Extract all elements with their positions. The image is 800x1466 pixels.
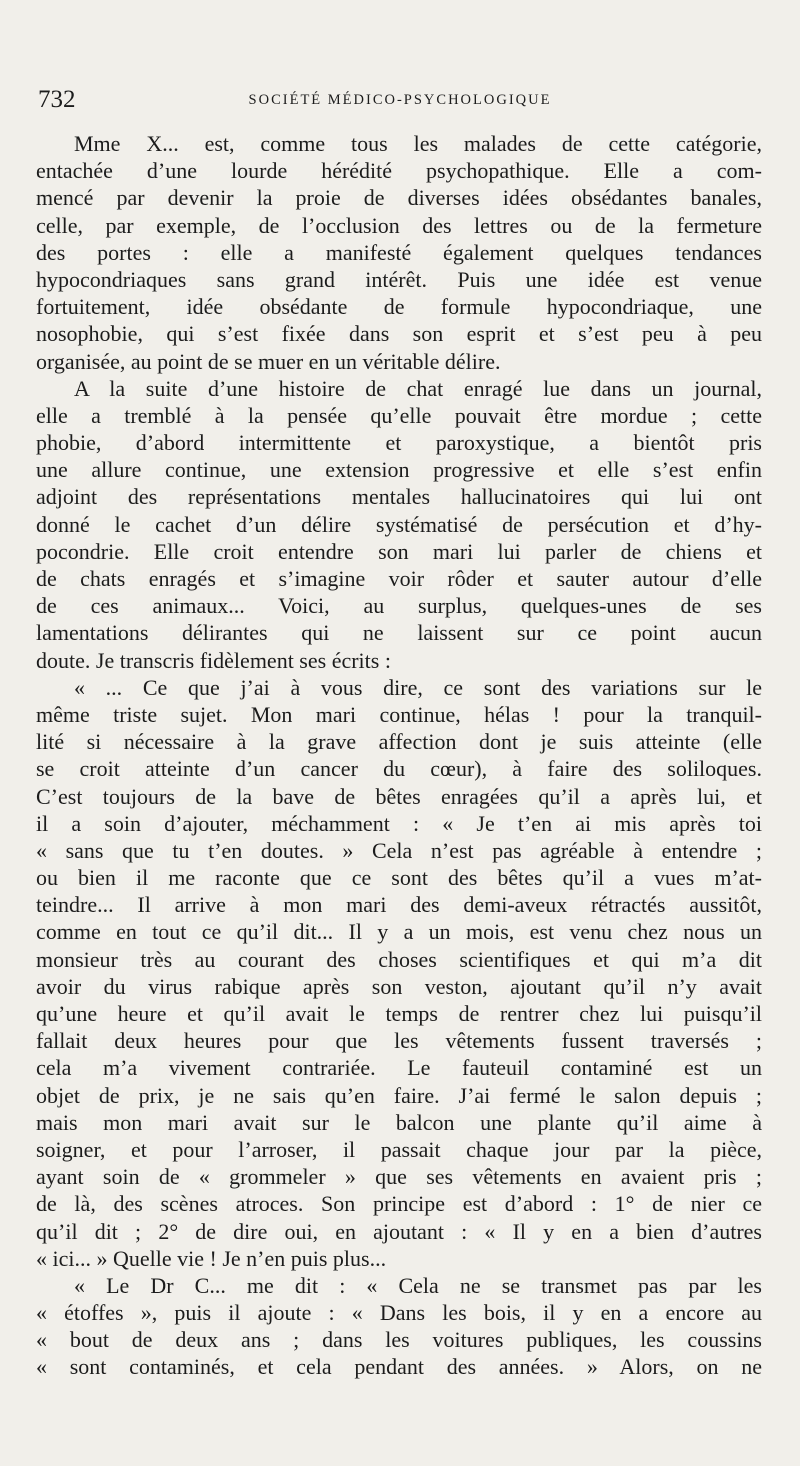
running-head: SOCIÉTÉ MÉDICO-PSYCHOLOGIQUE (248, 92, 552, 108)
text-line: doute. Je transcris fidèlement ses écrits : (36, 647, 391, 673)
text-line: « ... Ce que j’ai à vous dire, ce sont des variations sur le (74, 674, 762, 700)
text-line: comme en tout ce qu’il dit... Il y a un mois, est venu chez nous un (36, 919, 762, 945)
text-line: donné le cachet d’un délire systématisé de persécution et d’hy- (36, 511, 762, 537)
text-line: de chats enragés et s’imagine voir rôder et sauter autour d’elle (36, 566, 762, 591)
text-line: lité si nécessaire à la grave affection dont je suis atteinte (elle (36, 729, 762, 755)
text-line: soigner, et pour l’arroser, il passait chaque jour par la pièce, (36, 1136, 762, 1162)
text-line: ayant soin de « grommeler » que ses vêtements en avaient pris ; (36, 1164, 762, 1190)
text-line: A la suite d’une histoire de chat enragé lue dans un journal, (74, 375, 762, 401)
text-line: phobie, d’abord intermittente et paroxystique, a bientôt pris (36, 430, 762, 456)
text-line: « Le Dr C... me dit : « Cela ne se transmet pas par les (74, 1272, 762, 1298)
text-line: lamentations délirantes qui ne laissent sur ce point aucun (36, 620, 762, 646)
text-line: teindre... Il arrive à mon mari des demi-aveux rétractés aussitôt, (36, 892, 762, 918)
text-line: avoir du virus rabique après son veston, ajoutant qu’il n’y avait (36, 973, 762, 999)
text-line: C’est toujours de la bave de bêtes enragées qu’il a après lui, et (36, 783, 762, 809)
text-line: même triste sujet. Mon mari continue, hélas ! pour la tranquil- (36, 701, 762, 727)
text-line: fallait deux heures pour que les vêtements fussent traversés ; (36, 1028, 762, 1054)
page-header (38, 86, 762, 126)
text-line: « bout de deux ans ; dans les voitures publiques, les coussins (36, 1327, 762, 1353)
text-line: objet de prix, je ne sais qu’en faire. J’ai fermé le salon depuis ; (36, 1082, 762, 1108)
text-line: adjoint des représentations mentales hallucinatoires qui lui ont (36, 484, 762, 510)
body-text (36, 130, 762, 1381)
text-line: Mme X... est, comme tous les malades de cette catégorie, (74, 131, 762, 156)
text-line: de ces animaux... Voici, au surplus, quelques-unes de ses (36, 593, 762, 619)
text-line: « ici... » Quelle vie ! Je n’en puis plus... (36, 1245, 387, 1271)
text-line: entachée d’une lourde hérédité psychopathique. Elle a com- (36, 158, 762, 184)
text-line: ou bien il me raconte que ce sont des bêtes qu’il a vues m’at- (36, 865, 762, 891)
text-line: organisée, au point de se muer en un véritable délire. (36, 348, 501, 374)
text-line: fortuitement, idée obsédante de formule hypocondriaque, une (36, 294, 762, 320)
text-line: qu’une heure et qu’il avait le temps de rentrer chez lui puisqu’il (36, 1001, 762, 1026)
text-line: il a soin d’ajouter, méchamment : « Je t’en ai mis après toi (36, 810, 762, 836)
text-line: nosophobie, qui s’est fixée dans son esprit et s’est peu à peu (36, 321, 762, 347)
text-line: « sont contaminés, et cela pendant des années. » Alors, on ne (36, 1354, 762, 1380)
text-line: mencé par devenir la proie de diverses idées obsédantes banales, (36, 185, 762, 211)
text-line: des portes : elle a manifesté également quelques tendances (36, 239, 762, 265)
text-line: elle a tremblé à la pensée qu’elle pouvait être mordue ; cette (36, 402, 762, 428)
text-line: celle, par exemple, de l’occlusion des lettres ou de la fermeture (36, 212, 762, 238)
text-line: pocondrie. Elle croit entendre son mari lui parler de chiens et (36, 538, 762, 564)
text-line: qu’il dit ; 2° de dire oui, en ajoutant : « Il y en a bien d’autres (36, 1218, 762, 1244)
text-line: « sans que tu t’en doutes. » Cela n’est pas agréable à entendre ; (36, 837, 762, 863)
text-line: de là, des scènes atroces. Son principe est d’abord : 1° de nier ce (36, 1191, 762, 1217)
text-line: cela m’a vivement contrariée. Le fauteuil contaminé est un (36, 1055, 762, 1081)
page-number: 732 (38, 86, 76, 113)
text-line: monsieur très au courant des choses scientifiques et qui m’a dit (36, 946, 762, 972)
text-line: mais mon mari avait sur le balcon une plante qu’il aime à (36, 1109, 762, 1135)
text-line: hypocondriaques sans grand intérêt. Puis une idée est venue (36, 266, 762, 292)
text-line: « étoffes », puis il ajoute : « Dans les bois, il y en a encore au (36, 1300, 762, 1326)
text-line: une allure continue, une extension progressive et elle s’est enfin (36, 457, 762, 483)
text-line: se croit atteinte d’un cancer du cœur), à faire des soliloques. (36, 756, 762, 782)
